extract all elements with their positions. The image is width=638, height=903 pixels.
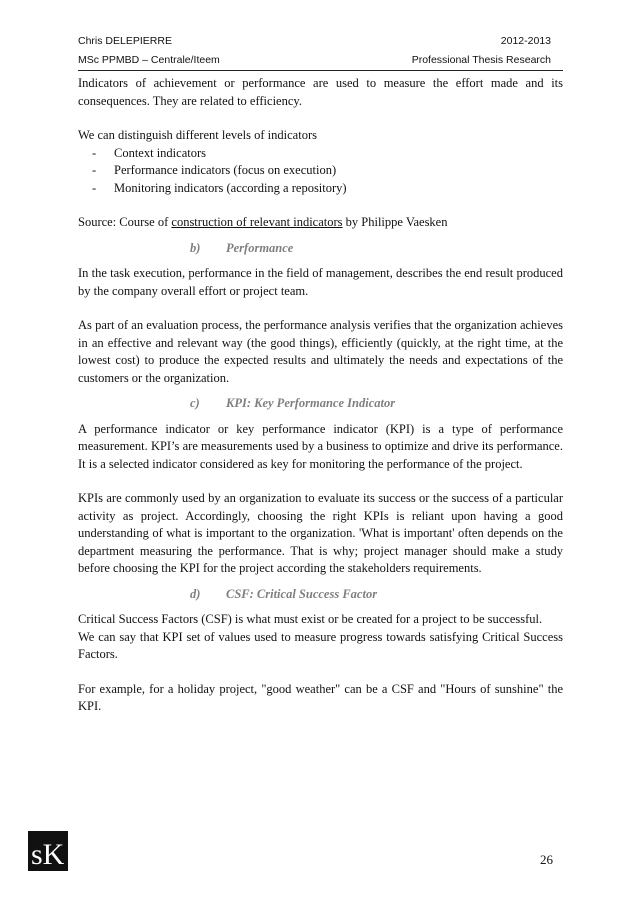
svg-text:sK: sK xyxy=(31,838,65,871)
list-item: - Monitoring indicators (according a repository) xyxy=(92,180,347,195)
paragraph-performance-1: In the task execution, performance in the field of management, describes the end result produced by the company overall effort or project team. xyxy=(78,266,563,298)
header-doc-type: Professional Thesis Research xyxy=(411,54,551,66)
sk-logo-icon xyxy=(28,831,68,871)
section-heading-b: b) Performance xyxy=(190,240,294,255)
paragraph-csf-2: We can say that KPI set of values used to measure progress towards satisfying Critical Success Factors. xyxy=(78,629,563,661)
section-heading-d: d) CSF: Critical Success Factor xyxy=(190,586,378,601)
source-link[interactable]: construction of relevant indicators xyxy=(171,215,343,229)
page-number: 26 xyxy=(540,852,553,867)
header-program: MSc PPMBD – Centrale/Iteem xyxy=(78,54,220,66)
sk-logo xyxy=(28,831,68,871)
header-year: 2012-2013 xyxy=(500,35,551,47)
section-heading-c: c) KPI: Key Performance Indicator xyxy=(190,396,396,410)
list-item: - Context indicators xyxy=(92,145,206,160)
indicator-levels-list xyxy=(78,145,563,198)
document-body xyxy=(78,75,563,716)
paragraph-csf-3: For example, for a holiday project, "good weather" can be a CSF and "Hours of sunshine" the KPI. xyxy=(78,681,563,713)
paragraph-kpi-1: A performance indicator or key performance indicator (KPI) is a type of performance measurement. KPI’s are measurements used by a business to optimize and drive its performance. It is a selected indicator considered as key for monitoring the performance of the project. xyxy=(78,421,563,471)
paragraph-levels: We can distinguish different levels of indicators xyxy=(78,128,317,142)
paragraph-csf-1: Critical Success Factors (CSF) is what must exist or be created for a project to be successful. xyxy=(78,612,543,626)
paragraph-kpi-2: KPIs are commonly used by an organization to evaluate its success or the success of a particular activity as project. Accordingly, choosing the right KPIs is reliant upon having a good understanding of what is important to the organization. 'What is important' often depends on the department measuring the performance. That is why; project manager should make a study before choosing the KPI for the project according the stakeholders requirements. xyxy=(78,491,563,575)
list-item: - Performance indicators (focus on execution) xyxy=(92,163,337,177)
header-divider xyxy=(78,70,563,71)
source-line: Source: Course of construction of relevant indicators by Philippe Vaesken xyxy=(78,215,448,229)
header-author: Chris DELEPIERRE xyxy=(78,35,172,47)
paragraph-intro: Indicators of achievement or performance are used to measure the effort made and its consequences. They are related to efficiency. xyxy=(78,76,563,108)
paragraph-performance-2: As part of an evaluation process, the performance analysis verifies that the organization achieves in an effective and relevant way (the good things), efficiently (quickly, at the right time, at the lowest cost) to produce the expected results and ultimately the needs and expectations of the customers or the organization. xyxy=(78,318,563,385)
